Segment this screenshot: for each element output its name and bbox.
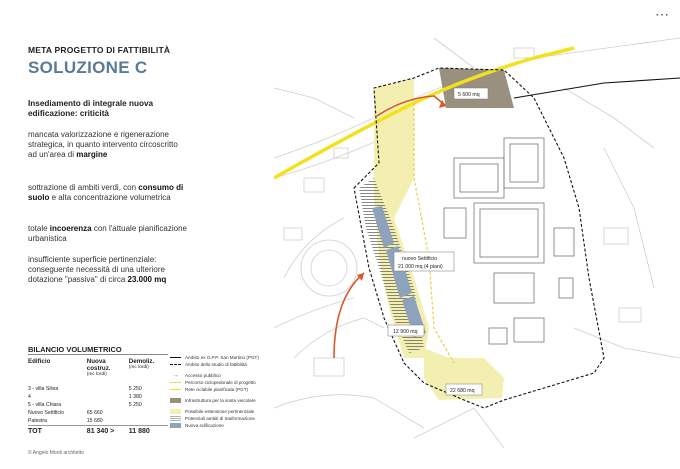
settificio-label-1: nuovo Settificio	[402, 256, 438, 262]
balance-header-demoliz: Demoliz. (mc lordi)	[128, 358, 155, 370]
legend-swatch-icon	[170, 382, 181, 383]
legend-swatch-icon	[170, 398, 181, 403]
balance-title: BILANCIO VOLUMETRICO	[28, 345, 122, 354]
legend-item	[170, 386, 280, 393]
table-row: Palestra 15 680	[28, 418, 103, 424]
legend-item	[170, 408, 280, 415]
balance-table	[28, 358, 168, 436]
area-label-5600: 5 600 mq	[458, 92, 480, 98]
slide	[0, 28, 680, 469]
legend-label: Potenziali ambiti di trasformazione	[185, 416, 255, 421]
table-row: Nuovo Settificio 65 660	[28, 410, 103, 416]
viewer-topbar	[0, 0, 680, 28]
criticita-paragraph-3: totale incoerenza con l'attuale pianificazione urbanistica	[28, 224, 187, 243]
criticita-paragraph-1: mancata valorizzazione e rigenerazione strategica, in quanto intervento circoscritto ad un'area di margine	[28, 130, 178, 159]
credit-text: © Angelo Monti architetto	[28, 450, 84, 456]
balance-header-row	[28, 358, 168, 377]
legend-item	[170, 422, 280, 429]
criticita-paragraph-4: insufficiente superficie pertinenziale: conseguente necessità di una ulteriore dotazione "passiva" di circa 23.000 mq	[28, 255, 167, 284]
table-row: 5 - villa Chiara 5 250	[28, 402, 142, 408]
legend-label: Ambito dello studio di fattibilità	[185, 362, 247, 367]
table-row: 4 1 380	[28, 394, 142, 400]
legend-label: Nuova edificazione	[185, 423, 224, 428]
legend-label: Ambito ex O.P.P. San Martino (PGT)	[185, 355, 259, 360]
settificio-label-2: 21 000 mq (4 piani)	[398, 264, 443, 270]
legend-swatch-icon	[170, 416, 181, 421]
legend-item	[170, 397, 280, 404]
criticita-heading: Insediamento di integrale nuova edificazione: criticità	[28, 99, 154, 118]
criticita-paragraph-2: sottrazione di ambiti verdi, con consumo di suolo e alta concentrazione volumetrica	[28, 183, 184, 202]
legend-swatch-icon: →	[172, 372, 179, 379]
legend-item	[170, 379, 280, 386]
legend-swatch-icon	[170, 409, 181, 414]
cycle-road	[274, 48, 574, 178]
legend-label: Infrastruttura per la sosta veicolare	[185, 398, 256, 403]
balance-rule	[28, 354, 168, 355]
legend-swatch-icon	[170, 357, 181, 358]
legend-swatch-icon	[170, 389, 181, 390]
slide-kicker: META PROGETTO DI FATTIBILITÀ	[28, 45, 171, 55]
legend-item	[170, 415, 280, 422]
map-legend	[170, 354, 280, 429]
legend-label: Rete ciclabile pianificata (PGT)	[185, 387, 249, 392]
area-label-22680: 22 680 mq	[450, 388, 475, 394]
legend-label: Percorso ciclopedonale di progetto	[185, 380, 256, 385]
area-label-12900: 12 900 mq	[393, 329, 418, 335]
balance-header-edificio: Edificio	[28, 358, 51, 365]
table-row: 3 - villa Silvia 5 250	[28, 386, 142, 392]
legend-label: Accesso pubblico	[185, 373, 221, 378]
more-icon[interactable]: ⋯	[655, 6, 670, 22]
legend-label: Possibile estensione pertinenziale	[185, 409, 255, 414]
site-map	[274, 28, 680, 469]
legend-item	[170, 361, 280, 368]
legend-item	[170, 372, 280, 379]
legend-swatch-icon	[170, 364, 181, 365]
opp-boundary	[514, 78, 680, 98]
balance-header-nuova: Nuova costruz. (mc lordi)	[86, 358, 111, 377]
slide-title: SOLUZIONE C	[28, 58, 148, 77]
legend-item	[170, 354, 280, 361]
table-total-row: TOT 81 340 > 11 880	[28, 426, 168, 437]
access-arrow-west	[334, 273, 364, 358]
existing-buildings	[444, 138, 574, 344]
legend-swatch-icon	[170, 423, 181, 428]
